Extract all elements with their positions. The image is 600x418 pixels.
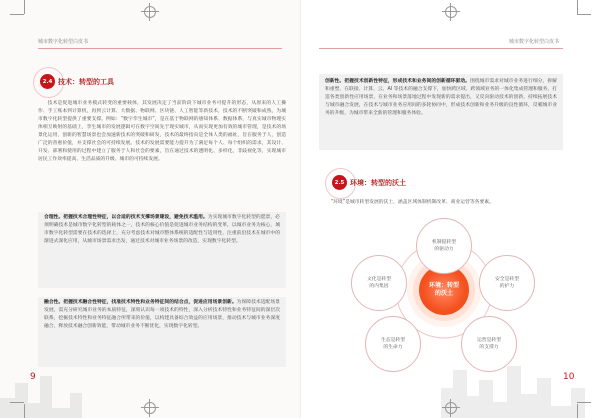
section-number: 2.4 (40, 74, 55, 89)
principle-label: 融合性。把握技术融合性特征，找准技术特性和业务特征间的结合点，促进应用场景创新。 (44, 300, 237, 305)
principle-text: 为实现城市数字化转型的愿景，必须明确技术是城市数字化转型的载体之一，技术的核心价值是促进城市业务结构的变革，以城市业务为核心，城市数字化转型需要在技术的选择上，充分考虑技术对城市整体系统的适配性与适用性，注重前沿技术在城市中的渐进式深化应用，从城市场景需求出发，通过技术对城市业务场景的改造，实现数字化转型。 (44, 215, 280, 244)
principle-box-2 (38, 297, 286, 367)
header-rule (319, 48, 563, 49)
skyline-decoration (0, 358, 300, 418)
intro-paragraph: 技术是促进城市业务模式转变的重要载体，其发展决定了当前阶段下城市业务可提升的形态，从原来的人工操作、手工账本到计算机，再到云计算、大数据、物联网、区块链、人工智能等新技术，技术的不断突破和成熟，为城市数字化转型提供了重要支撑。例如：“数字孪生城市”，是在基于物联网的感知体系、数据体系，与真实城市物理实体相互映射的基础上，孪生城市的发展逻辑可在数字空间先于现实城市，从而实现更加有效的城市管理，是技术的场景化运用，创新的智慧场景也会加速新技术的突破和研发，技术的最终指向是全体人类的福祉，旨在服务于人，创造广泛的普惠价值，并支撑社会的可持续发展。技术的发展需要能力提升为了满足每个人、每个组织的需求，其设计、开发、部署和使用的过程中建立了服务于人和社会的要素，旨在通过技术的透明化、多样化，非歧视化等，实现城市居民工作效率提高、生活品质的升级、城市的可持续发展。 (38, 101, 286, 162)
section-number: 2.5 (332, 175, 347, 190)
diagram-node-culture: 文化是转型 的内集因 (351, 255, 407, 311)
running-head: 城市数字化转型白皮书 (509, 39, 560, 45)
header-rule (38, 48, 282, 49)
crop-mark (10, 14, 24, 15)
intro-block (38, 100, 286, 164)
page-number: 10 (563, 372, 575, 382)
crop-mark (577, 14, 591, 15)
diagram-node-operation: 运营是转型 的支撑力 (461, 316, 517, 372)
section-title: 环境：转型的沃土 (350, 178, 406, 187)
crop-mark (24, 0, 25, 14)
section-title: 技术：转型的工具 (58, 77, 114, 86)
section-heading (332, 175, 406, 190)
principle-box-3 (319, 74, 563, 150)
diagram-node-security: 安全是转型 的护力 (479, 255, 535, 311)
diagram-node-ecology: 生态是转型 的生命力 (365, 316, 421, 372)
principle-text: 围绕城市需求对城市业务进行细分，拆解和重塑、在联接、计算、云、AI 等技术的融合支撑下，加快跨区域、跨领域业务的一体化集成管理和服务，打造各类创新性应用场景，在业务和场景落地过程中发现新的需求提出，又反向驱动技术的创新，持续拓展技术与城市融合发展，在技术与城市业务应用间的多轮协同中，形成技术创新和业务升级的良性循环，反哺城市业务的升级，为城市带来全新的管理和服务体验。 (325, 79, 557, 116)
registration-mark (445, 6, 457, 18)
right-page (300, 0, 600, 418)
section-intro-block (321, 199, 565, 207)
diagram-node-mechanism: 机制提转型 的驱动力 (416, 218, 472, 274)
principle-text: 为保障技术适配场景发展，需充分研究城市业务的本质特征，深刻认识每一项技术的特性，深入分析技术特性和业务特征间的深层次联系，挖掘技术特性和业务特征融合所带来的价值，以构建具备综合效益的应用场景，推动技术与城市业务深度融合，释放技术融合创新效能，带动城市业务不断优化，实现数字化转型。 (44, 300, 280, 329)
principle-label: 合理性。把握技术合理性特征，以合适的技术支撑场景建设，避免技术滥用。 (44, 215, 208, 220)
crop-mark (577, 0, 578, 14)
skyline-decoration (301, 358, 600, 418)
registration-mark (144, 6, 156, 18)
page-number: 9 (30, 372, 36, 382)
section-intro: “环境”是城市转型发展的沃土，涵盖区域体制机制改革、商业运营等各要素。 (330, 200, 494, 205)
diagram-center: 环境：转型 的沃土 (419, 265, 469, 315)
running-head: 城市数字化转型白皮书 (38, 39, 89, 45)
section-heading (40, 74, 114, 89)
principle-label: 创新性。把握技术创新性特征，形成技术和业务间的创新循环驱动。 (325, 79, 471, 84)
principle-box-1 (38, 212, 286, 288)
